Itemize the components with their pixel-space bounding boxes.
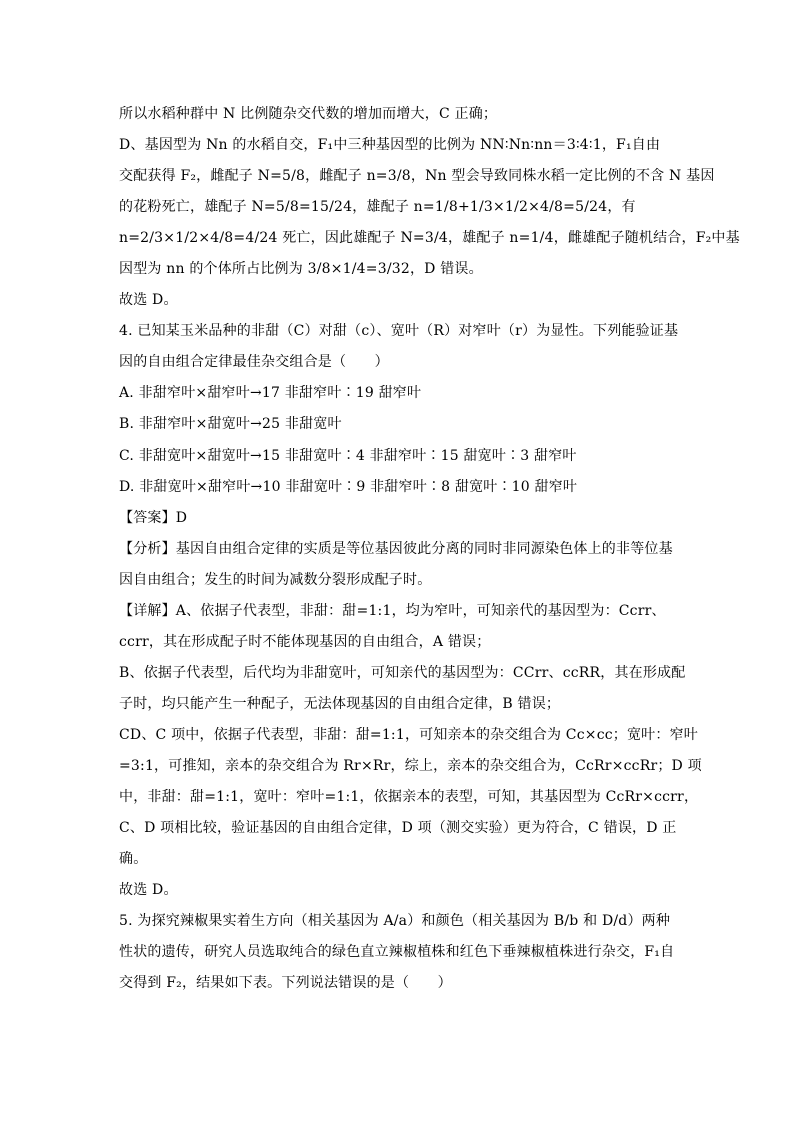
- question-4-stem: 因的自由组合定律最佳杂交组合是（ ）: [119, 354, 389, 370]
- explanation-line: C、D 项相比较，验证基因的自由组合定律，D 项（测交实验）更为符合，C 错误，D 正: [119, 820, 677, 836]
- conclusion-line: 故选 D。: [119, 882, 178, 898]
- question-5-stem: 性状的遗传，研究人员选取纯合的绿色直立辣椒植株和红色下垂辣椒植株进行杂交，F₁自: [119, 944, 675, 960]
- option-a: A. 非甜窄叶×甜窄叶→17 非甜窄叶∶19 甜窄叶: [119, 385, 422, 401]
- explanation-line: 【详解】A、依据子代表型，非甜：甜=1:1，均为窄叶，可知亲代的基因型为：Ccrr、: [119, 603, 666, 619]
- option-c: C. 非甜宽叶×甜宽叶→15 非甜宽叶∶4 非甜窄叶∶15 甜宽叶∶3 甜窄叶: [119, 448, 577, 464]
- question-4-stem: 4. 已知某玉米品种的非甜（C）对甜（c）、宽叶（R）对窄叶（r）为显性。下列能验证基: [119, 323, 679, 339]
- option-d: D. 非甜宽叶×甜窄叶→10 非甜宽叶∶9 非甜窄叶∶8 甜宽叶∶10 甜窄叶: [119, 479, 578, 495]
- question-5-stem: 交得到 F₂，结果如下表。下列说法错误的是（ ）: [119, 975, 452, 991]
- explanation-line: B、依据子代表型，后代均为非甜宽叶，可知亲代的基因型为：CCrr、ccRR，其在形成配: [119, 665, 686, 681]
- explanation-line: =3:1，可推知，亲本的杂交组合为 Rr×Rr，综上，亲本的杂交组合为，CcRr×ccRr；D 项: [119, 758, 702, 774]
- option-b: B. 非甜窄叶×甜宽叶→25 非甜宽叶: [119, 416, 342, 432]
- explanation-line: 子时，均只能产生一种配子，无法体现基因的自由组合定律，B 错误；: [119, 696, 561, 712]
- text-line: 所以水稻种群中 N 比例随杂交代数的增加而增大，C 正确；: [119, 106, 498, 122]
- analysis-line: 因自由组合；发生的时间为减数分裂形成配子时。: [119, 572, 432, 588]
- explanation-line: CD、C 项中，依据子代表型，非甜：甜=1:1，可知亲本的杂交组合为 Cc×cc；宽叶：窄叶: [119, 727, 698, 743]
- question-5-stem: 5. 为探究辣椒果实着生方向（相关基因为 A/a）和颜色（相关基因为 B/b 和 D/d）两种: [119, 913, 671, 929]
- text-line: n=2/3×1/2×4/8=4/24 死亡，因此雄配子 N=3/4，雄配子 n=1/4，雌雄配子随机结合，F₂中基: [119, 230, 740, 246]
- conclusion-line: 故选 D。: [119, 292, 178, 308]
- explanation-line: 中，非甜：甜=1:1，宽叶：窄叶=1:1，依据亲本的表型，可知，其基因型为 CcRr×ccrr，: [119, 789, 699, 805]
- text-line: 的花粉死亡，雄配子 N=5/8=15/24，雄配子 n=1/8+1/3×1/2×4/8=5/24，有: [119, 199, 636, 215]
- analysis-line: 【分析】基因自由组合定律的实质是等位基因彼此分离的同时非同源染色体上的非等位基: [119, 541, 673, 557]
- text-line: 因型为 nn 的个体所占比例为 3/8×1/4=3/32，D 错误。: [119, 261, 483, 277]
- text-line: D、基因型为 Nn 的水稻自交，F₁中三种基因型的比例为 NN∶Nn∶nn＝3∶4∶1，F₁自由: [119, 137, 661, 153]
- explanation-line: ccrr，其在形成配子时不能体现基因的自由组合，A 错误；: [119, 634, 491, 650]
- answer-line: 【答案】D: [119, 510, 188, 526]
- explanation-line: 确。: [119, 851, 148, 867]
- text-line: 交配获得 F₂，雌配子 N=5/8，雌配子 n=3/8，Nn 型会导致同株水稻一定比例的不含 N 基因: [119, 168, 715, 184]
